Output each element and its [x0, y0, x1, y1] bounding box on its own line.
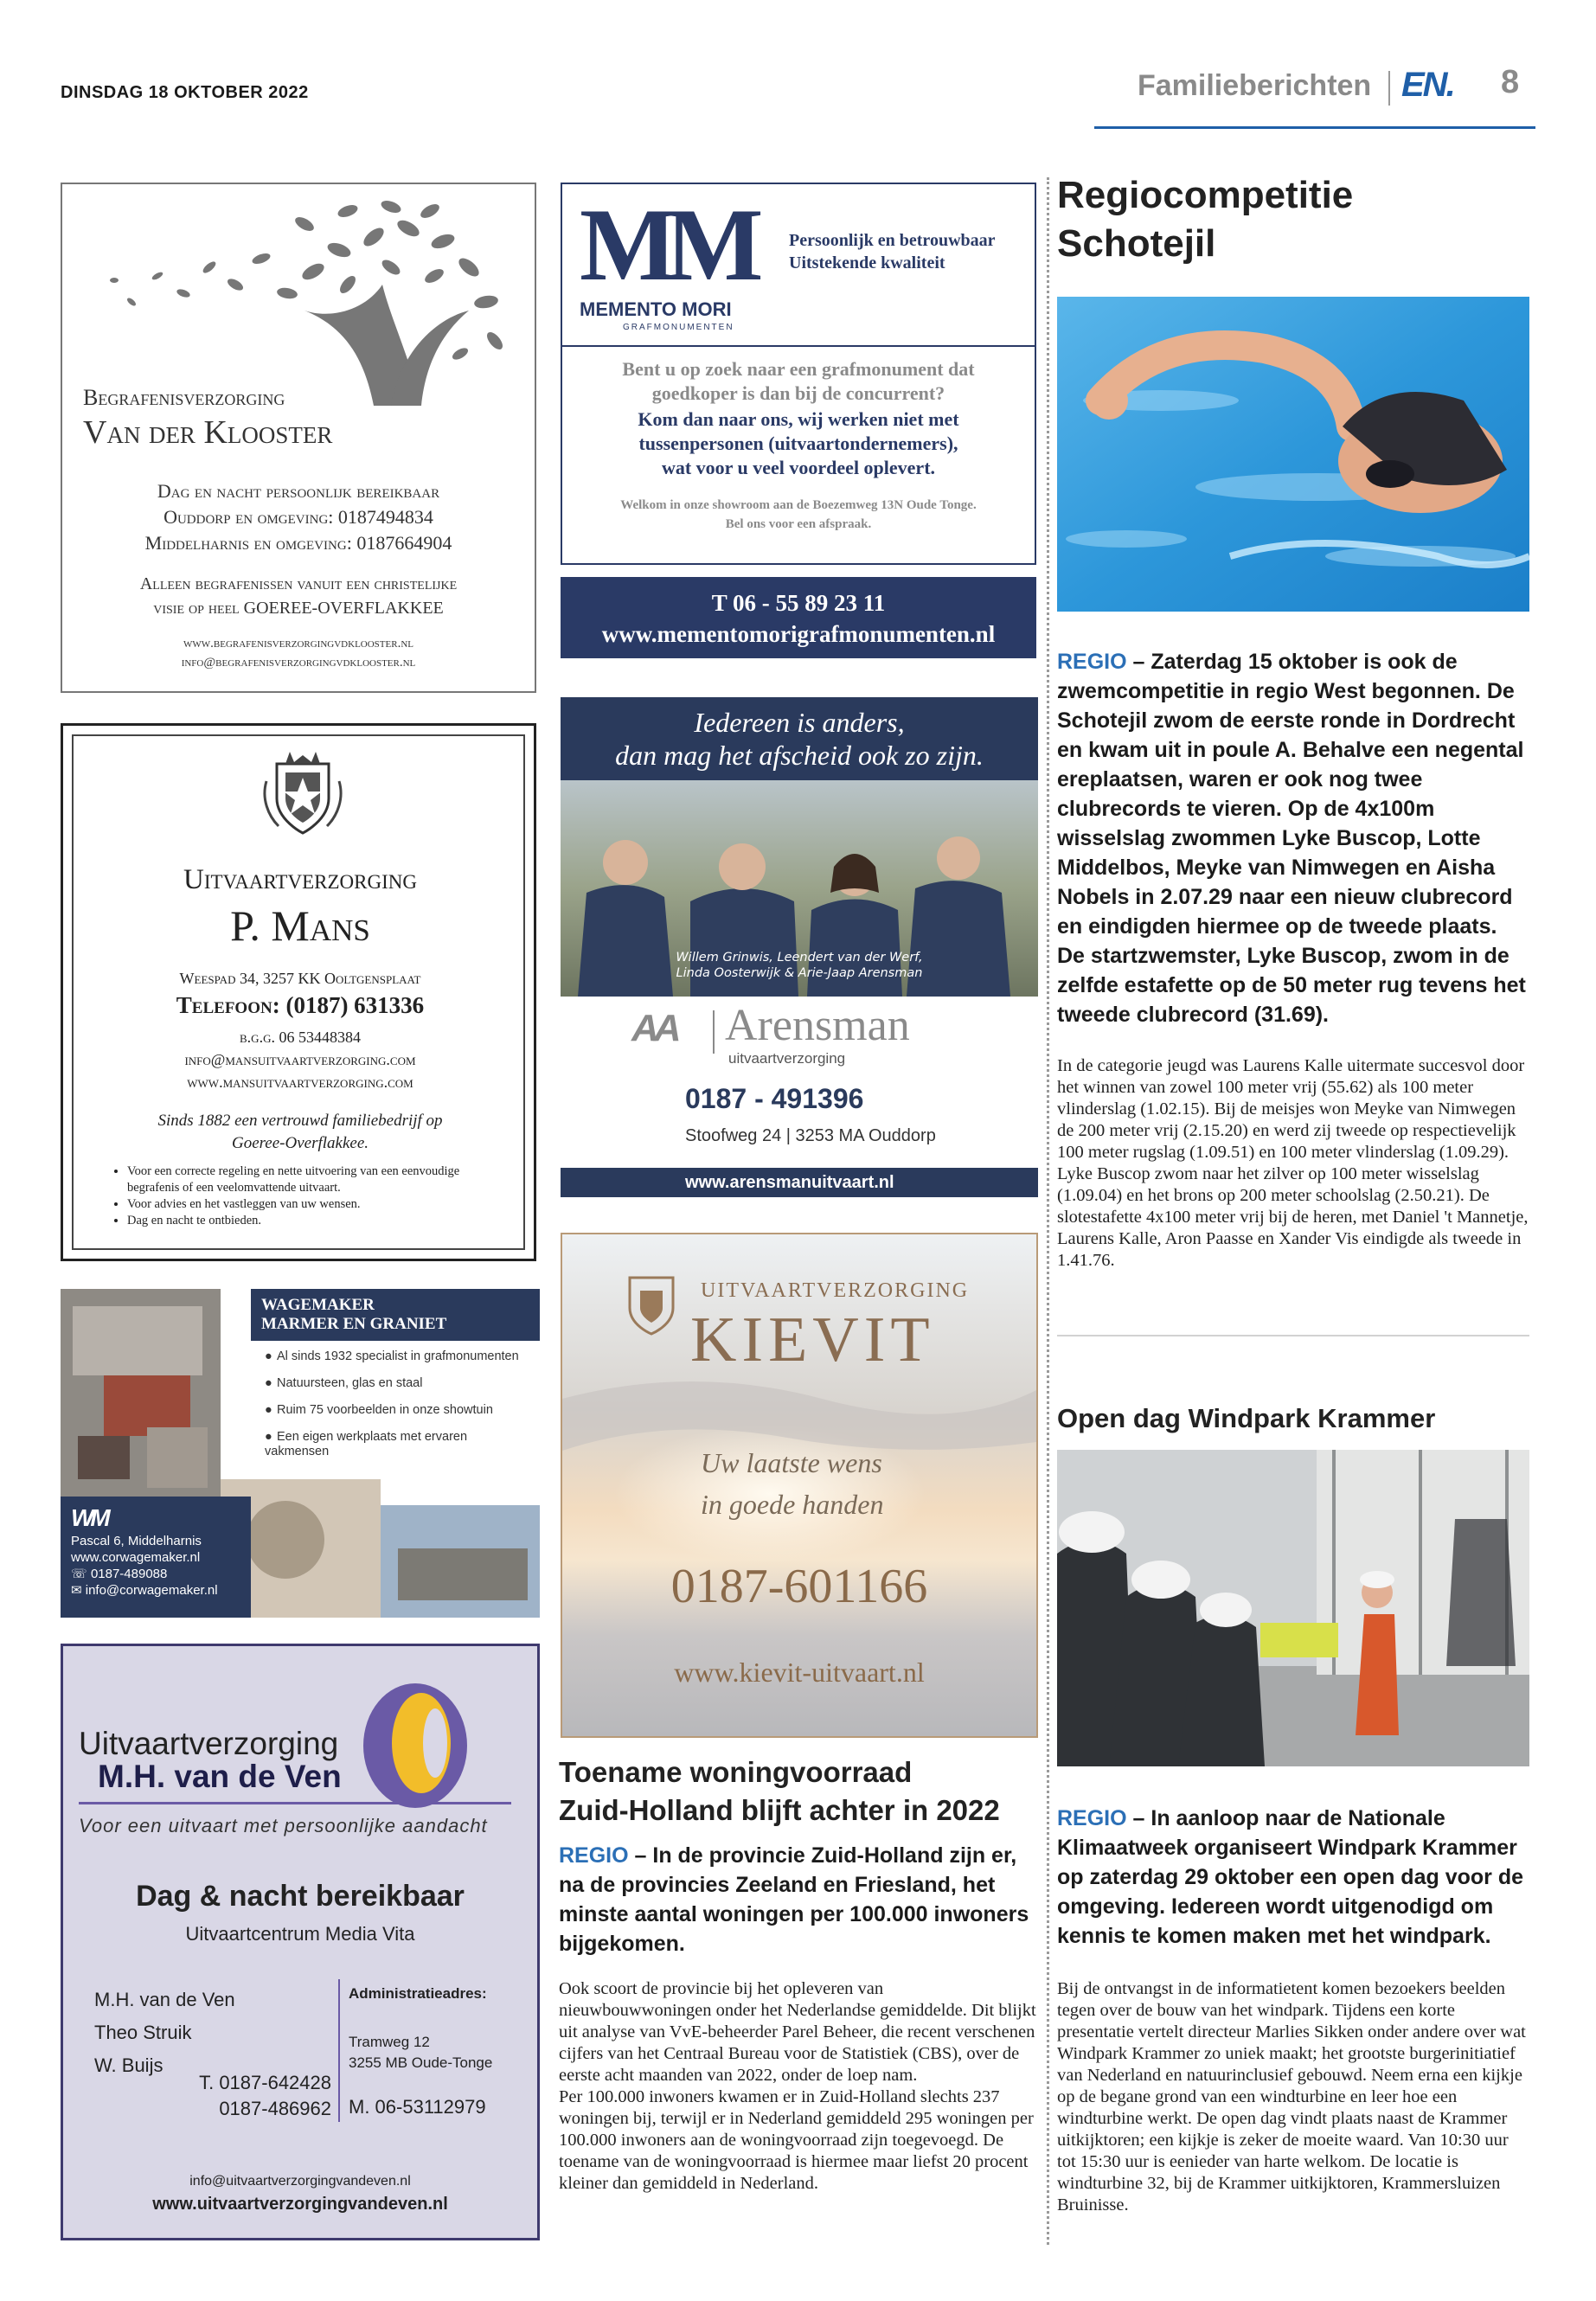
arensman-logo-mark: AA: [631, 1007, 676, 1049]
mm-claim-2: tussenpersonen (uitvaartondernemers),: [638, 433, 958, 454]
arensman-address: Stoofweg 24 | 3253 MA Ouddorp: [685, 1126, 936, 1145]
wagemaker-bullet: ● Ruim 75 voorbeelden in onze showtuin: [265, 1403, 493, 1417]
ad-mans: [61, 723, 536, 1261]
woning-body-1: Ook scoort de provincie bij het opleveren van nieuwbouwwoningen onder het Nederlandse gemiddelde. Dit blijkt uit analyse van VvE-beheerder Parel Beheer, die recent verschenen cijfers van het Centraal Bureau voor de Statistiek (CBS), over de eerste acht maanden van 2022, onder de loep nam.: [559, 1979, 1036, 2085]
mm-text-panel: [561, 347, 1036, 565]
ad-van-de-ven: [61, 1644, 540, 2240]
windpark-photo: [1057, 1450, 1529, 1766]
woning-body-2: Per 100.000 inwoners kwamen er in Zuid-Holland slechts 237 woningen bij, terwijl er in Nederland gemiddeld 295 woningen per 100.000 inwoners aan de woningvoorraad zijn toegevoegd. De toename van de woningvoorraad is hiermee maar liefst 20 procent kleiner dan gemiddeld in Nederland.: [559, 2087, 1034, 2193]
ad-kievit: [561, 1233, 1038, 1738]
mm-tagline: [789, 229, 996, 274]
header-rule: [1094, 126, 1535, 129]
ven-names: [94, 1984, 235, 2082]
schotejil-lead-text: – Zaterdag 15 oktober is ook de zwemcompetitie in regio West begonnen. De Schotejil zwom de eerste ronde in Dordrecht en kwam uit in poule A. Behalve een negental ereplaatsen, waren er ook nog twee clubrecords te vieren. Op de 4x100m wisselslag zwommen Lyke Buscop, Lotte Middelbos, Meyke van Nimwegen en Aisha Nobels in 2.07.29 naar een nieuw clubrecord en eindigden hiermee op de tweede plaats. De startzwemster, Lyke Buscop, zwom in de zelfde estafette op de 50 meter rug tevens het tweede clubrecord (31.69).: [1057, 650, 1526, 1027]
kievit-line1: UITVAARTVERZORGING: [701, 1279, 970, 1302]
mans-since: [74, 1110, 527, 1155]
mans-bullet: • Voor een correcte regeling en nette uitvoering van een eenvoudige begrafenis of een veelomvattende uitvaart.: [127, 1163, 490, 1196]
arensman-heading: [561, 697, 1038, 780]
ven-available: Dag & nacht bereikbaar: [136, 1880, 465, 1913]
ven-person: Theo Struik: [94, 2022, 192, 2043]
ven-person: W. Buijs: [94, 2054, 163, 2076]
klooster-phone-ouddorp: Ouddorp en omgeving: 0187494834: [163, 506, 433, 528]
ad-arensman: [561, 697, 1038, 1197]
wagemaker-bullet: ● Natuursteen, glas en staal: [265, 1376, 423, 1390]
bullet-dot-icon: ●: [265, 1376, 272, 1390]
klooster-web[interactable]: www.begrafenisverzorgingvdklooster.nl: [183, 637, 413, 651]
mm-question-1: Bent u op zoek naar een grafmonument dat: [622, 358, 975, 380]
mans-bullet: • Dag en nacht te ontbieden.: [127, 1213, 490, 1229]
schotejil-lead: [1057, 647, 1529, 1029]
windpark-lead-text: – In aanloop naar de Nationale Klimaatweek organiseert Windpark Krammer op zaterdag 29 oktober een open dag voor de omgeving. Iedereen wordt uitgenodigd om kennis te komen maken met het windpark.: [1057, 1806, 1523, 1948]
mans-email[interactable]: info@mansuitvaartverzorging.com: [184, 1051, 416, 1068]
article-separator: [1057, 1335, 1529, 1336]
woning-title-2: Zuid-Holland blijft achter in 2022: [559, 1794, 1000, 1826]
ven-centre: Uitvaartcentrum Media Vita: [185, 1923, 415, 1945]
mm-tagline-1: Persoonlijk en betrouwbaar: [789, 231, 996, 250]
bullet-dot-icon: ●: [265, 1349, 272, 1363]
klooster-links: [62, 634, 535, 672]
wagemaker-logo: WM: [71, 1504, 107, 1531]
klooster-email[interactable]: info@begrafenisverzorgingvdklooster.nl: [181, 656, 416, 670]
arensman-caption-2: Linda Oosterwijk & Arie-Jaap Arensman: [676, 966, 923, 980]
arensman-info: [561, 997, 1038, 1197]
mm-claim-1: Kom dan naar ons, wij werken niet met: [638, 408, 959, 430]
kievit-slogan-1: Uw laatste wens: [701, 1447, 882, 1478]
wagemaker-web[interactable]: www.corwagemaker.nl: [71, 1550, 201, 1565]
ven-mobile[interactable]: M. 06-53112979: [349, 2096, 486, 2118]
wagemaker-phone-row[interactable]: ☏ 0187-489088: [71, 1567, 168, 1581]
mm-logo-sub: GRAFMONUMENTEN: [623, 323, 734, 332]
schotejil-regio-label: REGIO: [1057, 650, 1127, 674]
ven-person: M.H. van de Ven: [94, 1989, 235, 2010]
ad-klooster: [61, 183, 536, 693]
page-header: [1094, 61, 1535, 130]
mans-contact: [74, 1026, 527, 1093]
newspaper-logo: EN.: [1401, 66, 1454, 104]
woning-lead: [559, 1841, 1043, 1958]
mans-title: Uitvaartverzorging: [183, 864, 417, 895]
mans-since-1: Sinds 1882 een vertrouwd familiebedrijf op: [157, 1112, 443, 1130]
klooster-phone-middelharnis: Middelharnis en omgeving: 0187664904: [144, 532, 452, 554]
issue-date: DINSDAG 18 OKTOBER 2022: [61, 83, 309, 102]
arensman-logo-divider: [713, 1010, 715, 1054]
klooster-note: [62, 572, 535, 620]
mans-phone[interactable]: Telefoon: (0187) 631336: [176, 992, 425, 1018]
arensman-web[interactable]: www.arensmanuitvaart.nl: [561, 1168, 1038, 1197]
mans-name: P. Mans: [230, 901, 370, 950]
mm-claim: [562, 407, 1035, 480]
tree-illustration: [88, 189, 529, 406]
ven-rule: [79, 1802, 511, 1804]
ven-admin-street: Tramweg 12: [349, 2034, 430, 2050]
wagemaker-bullet: ● Al sinds 1932 specialist in grafmonumenten: [265, 1349, 519, 1363]
van-de-ven-logo-icon: [359, 1681, 471, 1811]
ven-column-divider: [338, 1979, 340, 2122]
kievit-slogan-2: in goede handen: [701, 1489, 884, 1520]
ven-phone-1[interactable]: T. 0187-642428: [199, 2072, 331, 2093]
mm-logo-name: MEMENTO MORI: [580, 298, 732, 320]
mans-web[interactable]: www.mansuitvaartverzorging.com: [187, 1074, 413, 1091]
ven-name: M.H. van de Ven: [98, 1759, 342, 1794]
ven-admin-address: [349, 2032, 492, 2073]
windpark-regio-label: REGIO: [1057, 1806, 1127, 1830]
klooster-availability: Dag en nacht persoonlijk bereikbaar: [157, 480, 440, 502]
kievit-web[interactable]: www.kievit-uitvaart.nl: [674, 1657, 925, 1688]
klooster-note-2: visie op heel GOEREE-OVERFLAKKEE: [153, 599, 444, 618]
mans-inner-frame: [72, 734, 525, 1250]
schotejil-title-2: Schotejil: [1057, 222, 1216, 265]
klooster-contact: [62, 478, 535, 556]
arensman-caption: [561, 950, 1038, 981]
arensman-heading-2: dan mag het afscheid ook zo zijn.: [615, 740, 984, 771]
mans-since-2: Goeree-Overflakkee.: [231, 1134, 369, 1152]
woning-title-1: Toename woningvoorraad: [559, 1756, 913, 1788]
ven-admin-label: Administratieadres:: [349, 1985, 487, 2002]
woning-body: [559, 1978, 1039, 2195]
ven-web[interactable]: www.uitvaartverzorgingvandeven.nl: [152, 2195, 448, 2214]
mm-logo-letters: MM: [580, 187, 752, 302]
schotejil-title-1: Regiocompetitie: [1057, 174, 1354, 216]
page-number: 8: [1501, 64, 1520, 100]
mm-showroom-2: Bel ons voor een afspraak.: [725, 517, 872, 531]
wagemaker-bullets: [265, 1349, 524, 1459]
mm-question: [562, 357, 1035, 406]
mans-address: Weespad 34, 3257 KK Ooltgensplaat: [179, 970, 421, 987]
arensman-logo-name: Arensman: [725, 1001, 910, 1050]
coat-of-arms-icon: [260, 747, 346, 842]
ad-memento-mori: [561, 183, 1036, 658]
wagemaker-title-1: WAGEMAKER: [261, 1296, 375, 1314]
ven-phones: [184, 2070, 331, 2122]
mm-phone[interactable]: T 06 - 55 89 23 11: [711, 590, 886, 616]
wagemaker-bullet: ● Een eigen werkplaats met ervaren vakmensen: [265, 1430, 468, 1458]
klooster-line1: Begrafenisverzorging: [83, 385, 285, 410]
mm-web[interactable]: www.mementomorigrafmonumenten.nl: [601, 621, 996, 647]
bullet-dot-icon: ●: [265, 1403, 272, 1417]
mans-bullets: [127, 1163, 490, 1229]
klooster-name: Van der Klooster: [83, 414, 333, 451]
column-divider: [1047, 177, 1049, 2245]
arensman-caption-1: Willem Grinwis, Leendert van der Werf,: [676, 951, 923, 965]
wagemaker-title-2: MARMER EN GRANIET: [261, 1315, 447, 1333]
mm-logo-panel: [561, 183, 1036, 347]
mans-bullet: • Voor advies en het vastleggen van uw wensen.: [127, 1196, 490, 1213]
klooster-note-1: Alleen begrafenissen vanuit een christelijke: [139, 574, 458, 593]
kievit-slogan: [701, 1442, 884, 1525]
ven-line1: Uitvaartverzorging: [79, 1726, 339, 1761]
schotejil-body: In de categorie jeugd was Laurens Kalle uitermate succesvol door het winnen van zowel 100 meter vrij (55.62) als 100 meter vlinderslag (1.02.15). Bij de meisjes won Meyke van Nimwegen de 200 meter vrij (2.15.20) en werd zij tweede op respectievelijk 100 meter rugslag (1.09.51) en 100 meter vlinderslag (1.09.29). Lyke Buscop zwom naar het zilver op 100 meter wisselslag (1.09.04) en het brons op 200 meter schoolslag (2.50.21). De slotestafette 4x100 meter vrij bij de heren, met Daniel 't Mannetje, Laurens Kalle, Aron Paasse en Xander Vis eindigde als tweede in 1.41.76.: [1057, 1056, 1529, 1270]
ven-admin-city: 3255 MB Oude-Tonge: [349, 2054, 493, 2071]
article-schotejil-title: [1057, 171, 1353, 268]
woning-lead-text: – In de provincie Zuid-Holland zijn er, na de provincies Zeeland en Friesland, het minste aantal woningen per 100.000 inwoners bijgekomen.: [559, 1843, 1029, 1956]
wagemaker-address: Pascal 6, Middelharnis: [71, 1534, 202, 1548]
mm-tagline-2: Uitstekende kwaliteit: [789, 253, 945, 272]
ven-phone-2[interactable]: 0187-486962: [219, 2098, 331, 2119]
phone-icon: ☏: [71, 1567, 91, 1581]
arensman-heading-1: Iedereen is anders,: [694, 707, 905, 738]
envelope-icon: ✉: [71, 1583, 86, 1598]
kievit-name: KIEVIT: [690, 1304, 935, 1375]
section-title: Familieberichten: [1138, 69, 1372, 102]
kievit-crest-icon: [621, 1269, 682, 1338]
article-windpark-title: Open dag Windpark Krammer: [1057, 1403, 1436, 1433]
wagemaker-title: [251, 1289, 540, 1341]
ven-tagline: Voor een uitvaart met persoonlijke aandacht: [79, 1815, 488, 1836]
ad-wagemaker: [61, 1289, 540, 1618]
arensman-phone[interactable]: 0187 - 491396: [685, 1083, 864, 1114]
arensman-logo-sub: uitvaartverzorging: [728, 1050, 846, 1067]
article-woningvoorraad-title: [559, 1753, 1000, 1830]
mm-question-2: goedkoper is dan bij de concurrent?: [651, 382, 945, 404]
woning-regio-label: REGIO: [559, 1843, 629, 1868]
mm-showroom: [562, 496, 1035, 534]
mm-contact-bar: [561, 577, 1036, 658]
mm-claim-3: wat voor u veel voordeel oplevert.: [661, 457, 936, 478]
wagemaker-contact: [61, 1497, 251, 1618]
windpark-body: Bij de ontvangst in de informatietent komen bezoekers beelden tegen over de bouw van het windpark. Tijdens een korte presentatie vertelt directeur Marlies Sikken onder andere over wat Windpark Krammer zo uniek maakt; het grootste burgerinitiatief van Nederland en natuurinclusief gebouwd. Neem erna een kijkje op de begane grond van een windturbine en leer hoe een windturbine werkt. De open dag vindt plaats naast de Krammer uitkijktoren; een kijkje is zeker de moeite waard. Van 10:30 uur tot 15:30 uur is eenieder van harte welkom. De locatie is windturbine 32, bij de Krammer uitkijktoren, Krammersluizen Bruinisse.: [1057, 1979, 1526, 2214]
header-divider: [1388, 71, 1390, 106]
windpark-lead: [1057, 1804, 1529, 1951]
swimmer-photo: [1057, 297, 1529, 612]
bullet-dot-icon: ●: [265, 1430, 272, 1444]
mm-showroom-1: Welkom in onze showroom aan de Boezemweg 13N Oude Tonge.: [620, 498, 977, 512]
ven-email[interactable]: info@uitvaartverzorgingvandeven.nl: [189, 2174, 411, 2189]
kievit-phone[interactable]: 0187-601166: [670, 1560, 928, 1613]
wagemaker-email-row[interactable]: ✉ info@corwagemaker.nl: [71, 1583, 218, 1598]
mans-bgg: b.g.g. 06 53448384: [240, 1029, 361, 1046]
